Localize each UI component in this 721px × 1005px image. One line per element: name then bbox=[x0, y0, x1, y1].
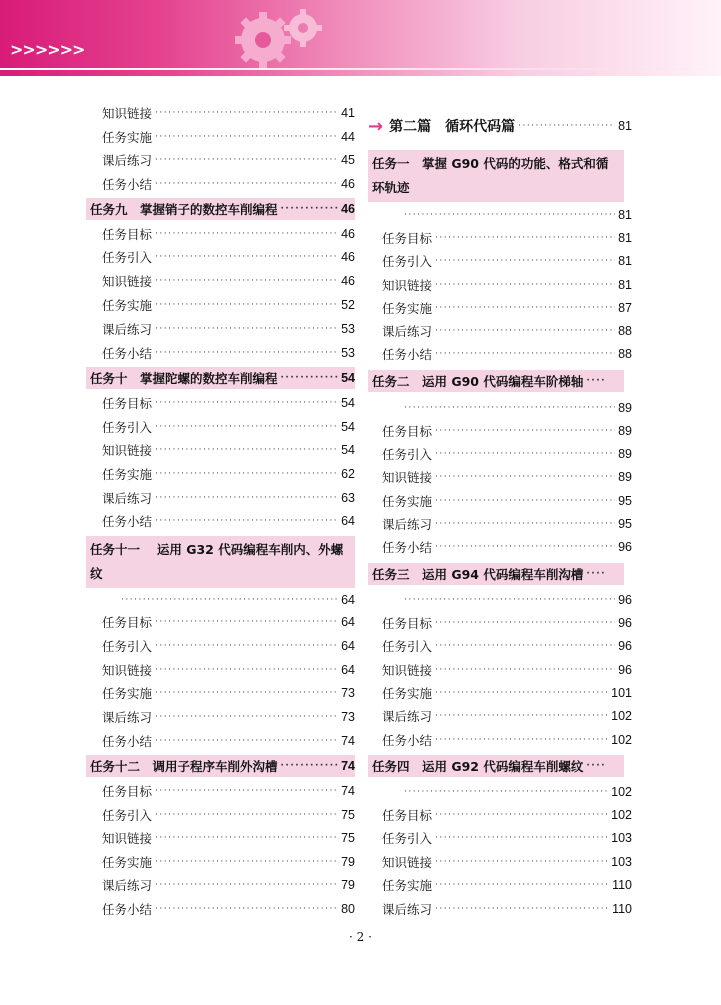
gears-icon bbox=[225, 6, 335, 72]
toc-entry[interactable]: 任务引入 ····· 54 bbox=[102, 416, 355, 438]
toc-entry-page-line[interactable]: ····· 89 bbox=[401, 397, 632, 419]
toc-entry[interactable]: 任务引入 ····· 75 bbox=[102, 804, 355, 826]
toc-entry[interactable]: 知识链接 ····· 41 bbox=[102, 102, 355, 124]
toc-entry-page-line[interactable]: ····· 102 bbox=[401, 781, 632, 803]
toc-entry[interactable]: 课后练习 ····· 73 bbox=[102, 706, 355, 728]
toc-entry[interactable]: 知识链接 ····· 64 bbox=[102, 659, 355, 681]
toc-entry[interactable]: 任务小结 ····· 80 bbox=[102, 898, 355, 920]
toc-task-heading[interactable]: 任务十二 调用子程序车削外沟槽 ····· 74 bbox=[86, 755, 355, 777]
toc-entry[interactable]: 任务目标 ····· 74 bbox=[102, 780, 355, 802]
toc-entry[interactable]: 任务小结 ····· 46 bbox=[102, 173, 355, 195]
toc-entry[interactable]: 任务目标 ····· 102 bbox=[382, 804, 632, 826]
toc-entry[interactable]: 课后练习 ····· 53 bbox=[102, 318, 355, 340]
header-banner bbox=[0, 0, 721, 76]
toc-task-heading[interactable]: 任务二 运用 G90 代码编程车阶梯轴 ····· bbox=[368, 370, 624, 392]
toc-task-heading[interactable]: 任务十一 运用 G32 代码编程车削内、外螺纹 bbox=[86, 536, 355, 588]
toc-entry[interactable]: 课后练习 ····· 88 bbox=[382, 320, 632, 342]
toc-entry[interactable]: 课后练习 ····· 79 bbox=[102, 874, 355, 896]
toc-entry[interactable]: 任务实施 ····· 110 bbox=[382, 874, 632, 896]
toc-entry[interactable]: 任务引入 ····· 96 bbox=[382, 635, 632, 657]
toc-task-heading[interactable]: 任务十 掌握陀螺的数控车削编程 ····· 54 bbox=[86, 367, 355, 389]
toc-entry[interactable]: 知识链接 ····· 89 bbox=[382, 466, 632, 488]
banner-divider bbox=[0, 68, 721, 70]
toc-entry[interactable]: 任务引入 ····· 103 bbox=[382, 827, 632, 849]
toc-task-heading[interactable]: 任务一 掌握 G90 代码的功能、格式和循环轨迹 bbox=[368, 150, 624, 202]
page-number: · 2 · bbox=[349, 930, 372, 944]
toc-entry[interactable]: 任务小结 ····· 88 bbox=[382, 343, 632, 365]
toc-entry[interactable]: 知识链接 ····· 96 bbox=[382, 659, 632, 681]
toc-entry[interactable]: 任务实施 ····· 101 bbox=[382, 682, 632, 704]
toc-entry[interactable]: 任务目标 ····· 89 bbox=[382, 420, 632, 442]
toc-entry[interactable]: 任务小结 ····· 102 bbox=[382, 729, 632, 751]
toc-entry[interactable]: 任务小结 ····· 96 bbox=[382, 536, 632, 558]
toc-entry[interactable]: 知识链接 ····· 81 bbox=[382, 274, 632, 296]
toc-entry[interactable]: 任务目标 ····· 64 bbox=[102, 611, 355, 633]
toc-entry[interactable]: 知识链接 ····· 103 bbox=[382, 851, 632, 873]
toc-entry[interactable]: 课后练习 ····· 102 bbox=[382, 705, 632, 727]
toc-entry[interactable]: 任务引入 ····· 81 bbox=[382, 250, 632, 272]
toc-entry[interactable]: 任务引入 ····· 64 bbox=[102, 635, 355, 657]
toc-entry[interactable]: 知识链接 ····· 54 bbox=[102, 439, 355, 461]
toc-entry[interactable]: 课后练习 ····· 110 bbox=[382, 898, 632, 920]
toc-entry[interactable]: 任务实施 ····· 62 bbox=[102, 463, 355, 485]
arrow-right-icon: → bbox=[368, 115, 384, 137]
toc-entry[interactable]: 任务实施 ····· 73 bbox=[102, 682, 355, 704]
toc-entry[interactable]: 任务实施 ····· 95 bbox=[382, 490, 632, 512]
toc-task-heading[interactable]: 任务三 运用 G94 代码编程车削沟槽 ····· bbox=[368, 563, 624, 585]
toc-entry[interactable]: 课后练习 ····· 95 bbox=[382, 513, 632, 535]
toc-entry[interactable]: 课后练习 ····· 63 bbox=[102, 487, 355, 509]
toc-entry[interactable]: 任务小结 ····· 74 bbox=[102, 730, 355, 752]
toc-entry[interactable]: 任务目标 ····· 46 bbox=[102, 223, 355, 245]
toc-entry[interactable]: 任务实施 ····· 52 bbox=[102, 294, 355, 316]
toc-entry[interactable]: 任务小结 ····· 53 bbox=[102, 342, 355, 364]
toc-entry-page-line[interactable]: ····· 81 bbox=[401, 204, 632, 226]
toc-entry[interactable]: 任务实施 ····· 79 bbox=[102, 851, 355, 873]
toc-entry[interactable]: 任务引入 ····· 89 bbox=[382, 443, 632, 465]
toc-entry[interactable]: 课后练习 ····· 45 bbox=[102, 149, 355, 171]
toc-entry-page-line[interactable]: ····· 64 bbox=[118, 589, 355, 611]
toc-entry[interactable]: 任务目标 ····· 54 bbox=[102, 392, 355, 414]
toc-entry[interactable]: 任务实施 ····· 87 bbox=[382, 297, 632, 319]
toc-entry[interactable]: 任务引入 ····· 46 bbox=[102, 246, 355, 268]
toc-entry[interactable]: 任务小结 ····· 64 bbox=[102, 510, 355, 532]
toc-entry[interactable]: 知识链接 ····· 75 bbox=[102, 827, 355, 849]
toc-entry[interactable]: 知识链接 ····· 46 bbox=[102, 270, 355, 292]
toc-task-heading[interactable]: 任务四 运用 G92 代码编程车削螺纹 ····· bbox=[368, 755, 624, 777]
toc-entry[interactable]: 任务目标 ····· 96 bbox=[382, 612, 632, 634]
toc-entry[interactable]: 任务实施 ····· 44 bbox=[102, 126, 355, 148]
toc-entry[interactable]: 任务目标 ····· 81 bbox=[382, 227, 632, 249]
toc-entry-page-line[interactable]: ····· 96 bbox=[401, 589, 632, 611]
toc-task-heading[interactable]: 任务九 掌握销子的数控车削编程 ····· 46 bbox=[86, 198, 355, 220]
toc-part-heading[interactable]: → 第二篇 循环代码篇 ····· 81 bbox=[368, 114, 632, 138]
chevron-decoration: >>>>>> bbox=[10, 40, 85, 59]
